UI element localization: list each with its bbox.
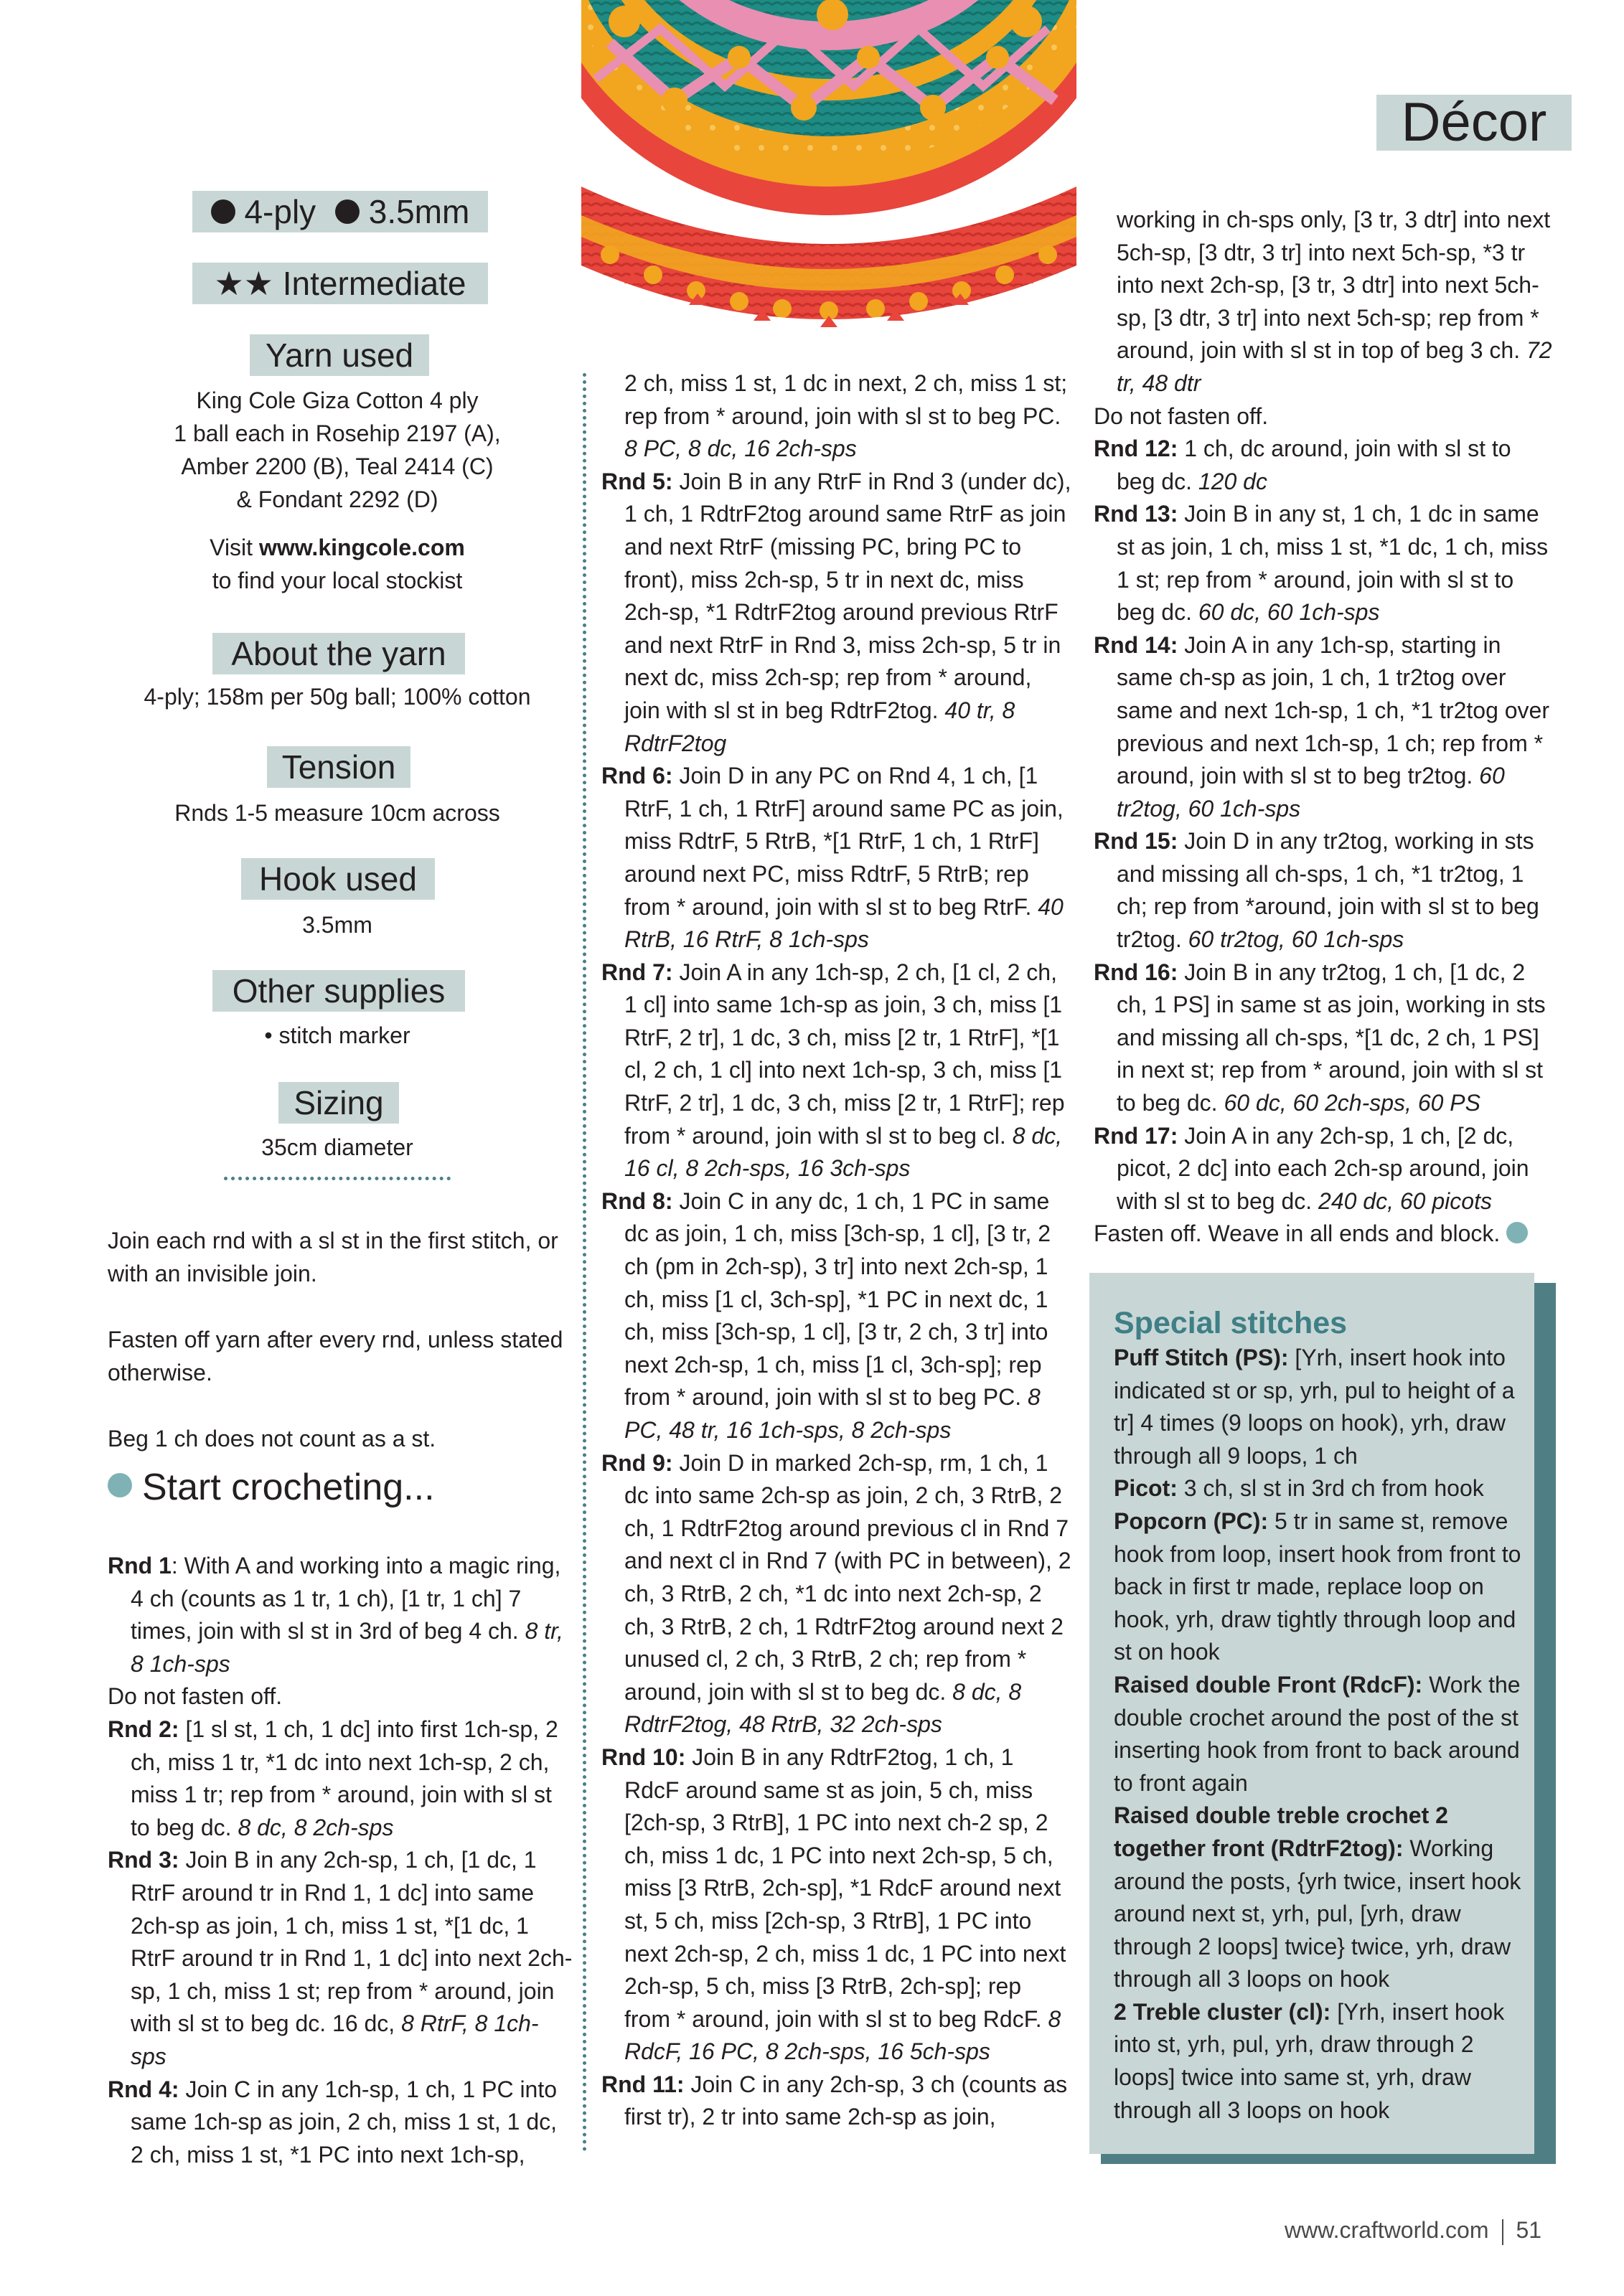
footer-separator [1502,2219,1503,2245]
round-14: Rnd 14: Join A in any 1ch-sp, starting in same ch-sp as join, 1 ch, 1 tr2tog over same and next 1ch-sp, 1 ch, *1 tr2tog over previous and next 1ch-sp, 1 ch; rep from * around, join with sl st to beg tr2tog. 60 tr2tog, 60 1ch-sps [1094,631,1549,822]
yarn-line: 1 ball each in Rosehip 2197 (A), [174,420,501,446]
yarn-ball-icon [1506,1222,1528,1243]
yarn-used-heading: Yarn used [250,334,429,376]
yarn-ball-icon [211,199,235,224]
yarn-line: Amber 2200 (B), Teal 2414 (C) [181,453,494,479]
other-supplies-text: • stitch marker [264,1022,410,1048]
difficulty-level: Intermediate [282,265,466,302]
yarn-used-details [108,384,567,516]
hook-used-text: 3.5mm [302,912,372,938]
round-4-continued: 2 ch, miss 1 st, 1 dc in next, 2 ch, miss 1 st; rep from * around, join with sl st to beg PC. 8 PC, 8 dc, 16 2ch-sps [624,370,1068,462]
stitch-definition: Raised double Front (RdcF): Work the double crochet around the post of the st inserting hook from front to back around to front again [1114,1671,1521,1796]
about-yarn-text: 4-ply; 158m per 50g ball; 100% cotton [144,684,531,710]
round-15: Rnd 15: Join D in any tr2tog, working in sts and missing all ch-sps, 1 ch, *1 tr2tog, 1 ch; rep from *around, join with sl st to beg tr2tog. 60 tr2tog, 60 1ch-sps [1094,828,1539,953]
pattern-column-2 [601,367,1072,2134]
sizing-heading: Sizing [278,1082,399,1124]
round-11-note: Do not fasten off. [1094,403,1269,429]
difficulty-badge [192,263,488,304]
round-1-note: Do not fasten off. [108,1683,283,1710]
stitch-definition: Raised double treble crochet 2 together front (RdtrF2tog): Working around the posts, {yrh twice, insert hook around next st, yrh, pul, [yrh, draw through 2 loops] twice} twice, yrh, draw through all 3 loops on hook [1114,1802,1521,1992]
difficulty-stars: ★★ [214,265,273,302]
round-3: Rnd 3: Join B in any 2ch-sp, 1 ch, [1 dc, 1 RtrF around tr in Rnd 1, 1 dc] into same 2ch-sp as join, 1 ch, miss 1 st, *[1 dc, 1 RtrF around tr in Rnd 1, 1 dc] into next 2ch-sp, 1 ch, miss 1 st; rep from * around, join with sl st to beg dc. 16 dc, 8 RtrF, 8 1ch-sps [108,1847,573,2069]
other-supplies-heading: Other supplies [212,970,465,1012]
hook-used-heading: Hook used [241,858,435,900]
page-number: 51 [1516,2217,1542,2243]
round-17: Rnd 17: Join A in any 2ch-sp, 1 ch, [2 dc, picot, 2 dc] into each 2ch-sp around, join with sl st to beg dc. 240 dc, 60 picots [1094,1122,1529,1214]
round-9: Rnd 9: Join D in marked 2ch-sp, rm, 1 ch, 1 dc into same 2ch-sp as join, 2 ch, 3 RtrB, 2 ch, 1 RdtrF2tog around previous cl in Rnd 7 and next cl in Rnd 7 (with PC in between), 2 ch, 3 RtrB, 2 ch, *1 dc into next 2ch-sp, 2 ch, 3 RtrB, 2 ch, 1 RdtrF2tog around next 2 unused cl, 2 ch, 3 RtrB, 2 ch; rep from * around, join with sl st to beg dc. 8 dc, 8 RdtrF2tog, 48 RtrB, 32 2ch-sps [601,1449,1071,1738]
stitch-definition: Picot: 3 ch, sl st in 3rd ch from hook [1114,1475,1484,1502]
note-fasten: Fasten off yarn after every rnd, unless stated otherwise. [108,1327,563,1385]
stockist-link[interactable]: www.kingcole.com [258,535,465,560]
round-16: Rnd 16: Join B in any tr2tog, 1 ch, [1 dc, 2 ch, 1 PS] in same st as join, working in sts and missing all ch-sps, *[1 dc, 2 ch, 1 PS] in next st; rep from * around, join with sl st to beg dc. 60 dc, 60 2ch-sps, 60 PS [1094,959,1546,1116]
round-1: Rnd 1: With A and working into a magic ring, 4 ch (counts as 1 tr, 1 ch), [1 tr, 1 ch] 7 times, join with sl st in 3rd of beg 4 ch. 8 tr, 8 1ch-sps [108,1553,563,1677]
round-8: Rnd 8: Join C in any dc, 1 ch, 1 PC in same dc as join, 1 ch, miss [3ch-sp, 1 cl], [3 tr, 2 ch (pm in 2ch-sp), 3 tr] into next 2ch-sp, 1 ch, miss [1 cl, 3ch-sp], *1 PC in next dc, 1 ch, miss [3ch-sp, 1 cl], [3 tr, 2 ch, 3 tr] into next 2ch-sp, 1 ch, miss [1 cl, 3ch-sp]; rep from * around, join with sl st to beg PC. 8 PC, 48 tr, 16 1ch-sps, 8 2ch-sps [601,1187,1051,1443]
note-beg: Beg 1 ch does not count as a st. [108,1426,436,1452]
section-tag: Décor [1376,95,1572,151]
sizing-text: 35cm diameter [261,1134,413,1160]
start-crocheting-heading: Start crocheting... [108,1465,435,1510]
page-footer [1285,2216,1541,2245]
round-7: Rnd 7: Join A in any 1ch-sp, 2 ch, [1 cl, 2 ch, 1 cl] into same 1ch-sp as join, 3 ch, miss [1 RtrF, 2 tr], 1 dc, 3 ch, miss [2 tr, 1 RtrF], *[1 cl, 2 ch, 1 cl] into next 1ch-sp, 3 ch, miss [1 RtrF, 2 tr], 1 dc, 3 ch, miss [2 tr, 1 RtrF]; rep from * around, join with sl st to beg cl. 8 dc, 16 cl, 8 2ch-sps, 16 3ch-sps [601,959,1065,1182]
special-stitches-list [1114,1342,1530,2127]
hook-icon [335,199,360,224]
yarn-ball-icon [108,1473,132,1497]
round-4: Rnd 4: Join C in any 1ch-sp, 1 ch, 1 PC into same 1ch-sp as join, 2 ch, miss 1 st, 1 dc, 2 ch, miss 1 st, *1 PC into next 1ch-sp, [108,2076,558,2168]
stockist-note: Visit www.kingcole.com to find your local stockist [210,535,465,593]
tension-heading: Tension [267,746,410,788]
round-2: Rnd 2: [1 sl st, 1 ch, 1 dc] into first 1ch-sp, 2 ch, miss 1 tr, *1 dc into next 1ch-sp, 2 ch, miss 1 tr; rep from * around, join with sl st to beg dc. 8 dc, 8 2ch-sps [108,1716,558,1840]
yarn-weight-badge [192,191,488,232]
stitch-definition: 2 Treble cluster (cl): [Yrh, insert hook into st, yrh, pul, yrh, draw through 2 loops] twice into same st, yrh, draw through all 3 loops on hook [1114,1998,1505,2123]
tension-text: Rnds 1-5 measure 10cm across [174,800,500,826]
round-11: Rnd 11: Join C in any 2ch-sp, 3 ch (counts as first tr), 2 tr into same 2ch-sp as join, [601,2071,1068,2130]
finishing-note: Fasten off. Weave in all ends and block. [1094,1218,1553,1251]
special-stitches-title: Special stitches [1114,1306,1348,1340]
pattern-column-1 [108,1550,574,2171]
column-divider [583,373,586,2152]
divider [224,1177,451,1180]
pattern-column-3 [1094,204,1553,1251]
about-yarn-heading: About the yarn [212,633,465,674]
hook-size: 3.5mm [368,193,470,230]
round-13: Rnd 13: Join B in any st, 1 ch, 1 dc in same st as join, 1 ch, miss 1 st, *1 dc, 1 ch, miss 1 st; rep from * around, join with sl st to beg dc. 60 dc, 60 1ch-sps [1094,501,1549,626]
yarn-line: & Fondant 2292 (D) [236,486,438,512]
round-10: Rnd 10: Join B in any RdtrF2tog, 1 ch, 1 RdcF around same st as join, 5 ch, miss [2ch-sp, 3 RtrB], 1 PC into next ch-2 sp, 2 ch, miss 1 dc, 1 PC into next 2ch-sp, 5 ch, miss [3 RtrB, 2ch-sp], *1 RdcF around next st, 5 ch, miss [2ch-sp, 3 RtrB], 1 PC into next 2ch-sp, 2 ch, miss 1 dc, 1 PC into next 2ch-sp, 5 ch, miss [3 RtrB, 2ch-sp]; rep from * around, join with sl st to beg RdcF. 8 RdcF, 16 PC, 8 2ch-sps, 16 5ch-sps [601,1744,1066,2065]
stitch-definition: Puff Stitch (PS): [Yrh, insert hook into indicated st or sp, yrh, pul to height of a tr] 4 times (9 loops on hook), yrh, draw through all 9 loops, 1 ch [1114,1345,1515,1469]
stitch-definition: Popcorn (PC): 5 tr in same st, remove hook from loop, insert hook from front to back in first tr made, replace loop on hook, yrh, draw tightly through loop and st on hook [1114,1507,1521,1665]
round-5: Rnd 5: Join B in any RtrF in Rnd 3 (under dc), 1 ch, 1 RdtrF2tog around same RtrF as join and next RtrF (missing PC, bring PC to front), miss 2ch-sp, 5 tr in next dc, miss 2ch-sp, *1 RdtrF2tog around previous RtrF and next RtrF in Rnd 3, miss 2ch-sp, 5 tr in next dc, miss 2ch-sp; rep from * around, join with sl st in beg RdtrF2tog. 40 tr, 8 RdtrF2tog [601,468,1071,756]
yarn-line: King Cole Giza Cotton 4 ply [196,387,479,413]
note-join: Join each rnd with a sl st in the first stitch, or with an invisible join. [108,1228,558,1286]
round-6: Rnd 6: Join D in any PC on Rnd 4, 1 ch, [1 RtrF, 1 ch, 1 RtrF] around same PC as join, miss RdtrF, 5 RtrB, *[1 RtrF, 1 ch, 1 RtrF] around next PC, miss RdtrF, 5 RtrB; rep from * around, join with sl st to beg RtrF. 40 RtrB, 16 RtrF, 8 1ch-sps [601,763,1064,953]
hero-photo-mandala [581,0,1076,366]
round-11-continued: working in ch-sps only, [3 tr, 3 dtr] into next 5ch-sp, [3 dtr, 3 tr] into next 5ch-sp, *3 tr into next 2ch-sp, [3 tr, 3 dtr] into next 5ch-sp, [3 dtr, 3 tr] into next 5ch-sp; rep from * around, join with sl st in top of beg 3 ch. 72 tr, 48 dtr [1117,207,1552,396]
footer-url[interactable]: www.craftworld.com [1285,2217,1489,2243]
yarn-weight: 4-ply [244,193,316,230]
round-12: Rnd 12: 1 ch, dc around, join with sl st to beg dc. 120 dc [1094,436,1511,494]
